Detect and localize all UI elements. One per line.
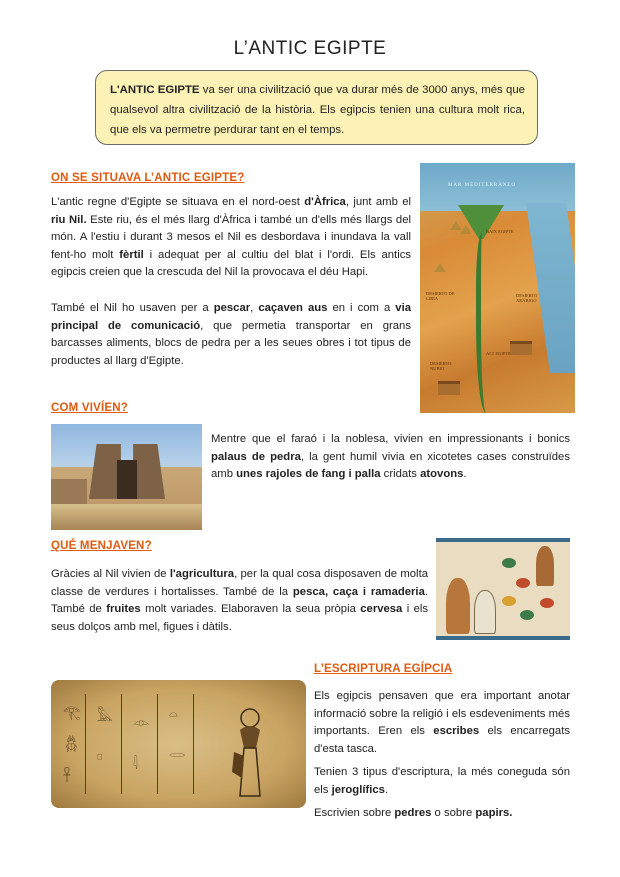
text-run: cridats: [380, 468, 421, 481]
text-run: , que permetia transportar en grans barcasses aliments, blocs de pedra per a les seues obres i tot tipus de productes al llarg d'Egipte.: [51, 319, 411, 367]
temple-icon: [510, 341, 532, 355]
bold-text-run: caçaven aus: [258, 302, 328, 314]
bold-text-run: pesca, caça i ramaderia: [292, 585, 425, 598]
papyrus-column-line: [193, 694, 194, 794]
text-run: L'antic regne d'Egipte se situava en el nord-oest: [51, 196, 305, 208]
text-run: i els seus dolços amb mel, figues i dàtils.: [51, 603, 429, 633]
housing-paragraph: [211, 431, 570, 484]
text-run: .: [384, 783, 389, 796]
map-label: DESIERTO NUBIO: [430, 361, 452, 371]
bold-text-run: fruites: [106, 603, 141, 616]
hieroglyph-icon: 𓅓: [97, 709, 113, 725]
pyramid-icon: [434, 263, 446, 272]
map-nile-river: [476, 233, 496, 413]
text-run: Escrivien sobre: [314, 807, 395, 819]
hieroglyph-icon: 𓂋: [169, 745, 186, 761]
hieroglyph-icon: 𓊪: [97, 747, 103, 763]
intro-text: va ser una civilització que va durar més de 3000 anys, més que qualsevol altra civilització de la història. Els egipcis tenien una cultura molt rica, que els va permetre perdurar tant en el temps.: [110, 84, 525, 136]
hieroglyph-icon: 𓂀: [63, 705, 81, 721]
bold-text-run: riu Nil.: [51, 213, 87, 226]
text-run: en i com a: [327, 302, 396, 314]
text-run: els encarregats d'esta tasca.: [314, 725, 570, 755]
papyrus-column-line: [85, 694, 86, 794]
map-label: ALT EGIPTE: [486, 351, 511, 356]
figure-seated: [474, 590, 496, 634]
text-run: Tenien 3 tipus d'escriptura, la més coneguda són els: [314, 766, 570, 796]
intro-box: [95, 70, 538, 145]
food-offering: [502, 558, 516, 568]
hieroglyph-icon: 𓇋: [133, 757, 138, 773]
food-offering: [516, 578, 530, 588]
bold-text-run: pedres: [394, 807, 432, 819]
text-run: , la gent humil vivia en xicotetes cases construïdes amb: [211, 450, 570, 481]
food-offering: [502, 596, 516, 606]
text-run: , per la qual cosa disposaven de molta classe de verdures i hortalisses. També de la: [51, 568, 428, 598]
bold-text-run: atovons: [420, 468, 464, 481]
hieroglyph-icon: 𓏏: [169, 707, 178, 723]
temple-gate: [117, 460, 137, 499]
text-run: .: [463, 468, 467, 481]
section-heading-location: ON SE SITUAVA L’ANTIC EGIPTE?: [51, 172, 245, 184]
text-run: Els egipcis pensaven que era important anotar informació sobre la religió i els esdeveniments més importants. Eren els: [314, 690, 570, 738]
writing-paragraph-2: [314, 764, 570, 799]
bold-text-run: jeroglífics: [331, 783, 385, 796]
bold-text-run: unes rajoles de fang i palla: [236, 468, 381, 481]
writing-paragraph-3: [314, 805, 570, 823]
falcon-god-figure: [226, 708, 274, 800]
bold-text-run: cervesa: [360, 603, 403, 616]
text-run: , junt amb el: [345, 196, 411, 208]
text-run: o sobre: [431, 807, 476, 819]
egyptian-painting-image: [436, 538, 570, 640]
map-label: BAIX EGIPTE: [486, 229, 514, 234]
papyrus-image: [51, 680, 306, 808]
text-run: També el Nil ho usaven per a: [51, 302, 214, 314]
map-red-sea: [526, 203, 575, 373]
temple-courtyard: [51, 504, 202, 530]
bold-text-run: d'Àfrica: [304, 196, 346, 208]
figure-servant: [536, 546, 554, 586]
painting-border: [436, 636, 570, 640]
text-run: i adequat per al cultiu del blat i l'ordi. Els antics egipcis creien que la crescuda del Nil la provocava el déu Hapi.: [51, 248, 412, 279]
section-heading-writing: L’ESCRIPTURA EGÍPCIA: [314, 663, 453, 675]
intro-lead: L'ANTIC EGIPTE: [110, 84, 200, 96]
bold-text-run: via principal de comunicació: [51, 302, 411, 332]
bold-text-run: escribes: [433, 725, 480, 738]
text-run: Este riu, és el més llarg d'Àfrica i també un d'ells més llargs del món. A l'estiu i durant 3 mesos el Nil es desbordava i inundava la vall fent-ho molt: [51, 213, 411, 261]
writing-paragraph-1: [314, 688, 570, 758]
text-run: Gràcies al Nil vivien de: [51, 568, 170, 580]
map-label: DESIERTO ARÁBIGO: [516, 293, 538, 303]
papyrus-column-line: [121, 694, 122, 794]
text-run: Mentre que el faraó i la noblesa, vivien en impressionants i bonics: [211, 433, 570, 445]
text-run: . També de: [51, 585, 428, 616]
section-heading-food: QUÉ MENJAVEN?: [51, 540, 152, 552]
egypt-map-image: [420, 163, 575, 413]
section-heading-housing: COM VIVÍEN?: [51, 402, 128, 414]
temple-icon: [438, 381, 460, 395]
hieroglyph-icon: 𓁹: [133, 715, 151, 731]
location-paragraph-2: [51, 300, 411, 370]
location-paragraph-1: [51, 194, 411, 282]
page-title: L’ANTIC EGIPTE: [233, 38, 387, 59]
hieroglyph-icon: 𓋹: [63, 769, 71, 785]
map-label: DESIERTO DE LIBIA: [426, 291, 455, 301]
text-run: ,: [250, 302, 259, 314]
pyramid-icon: [460, 225, 472, 234]
papyrus-column-line: [157, 694, 158, 794]
temple-photo: [51, 424, 202, 530]
food-offering: [540, 598, 554, 608]
bold-text-run: palaus de pedra: [211, 450, 301, 463]
map-sea-label: MAR MEDITERRÀNEO: [448, 183, 517, 188]
bold-text-run: fèrtil: [119, 248, 144, 261]
painting-border: [436, 538, 570, 542]
figure-seated: [446, 578, 470, 634]
food-offering: [520, 610, 534, 620]
bold-text-run: l'agricultura: [169, 568, 235, 580]
food-paragraph: [51, 566, 428, 636]
bold-text-run: papirs.: [475, 807, 513, 819]
text-run: molt variades. Elaboraven la seua pròpia: [140, 603, 361, 616]
hieroglyph-icon: 𓆣: [65, 737, 78, 753]
bold-text-run: pescar: [213, 302, 251, 314]
